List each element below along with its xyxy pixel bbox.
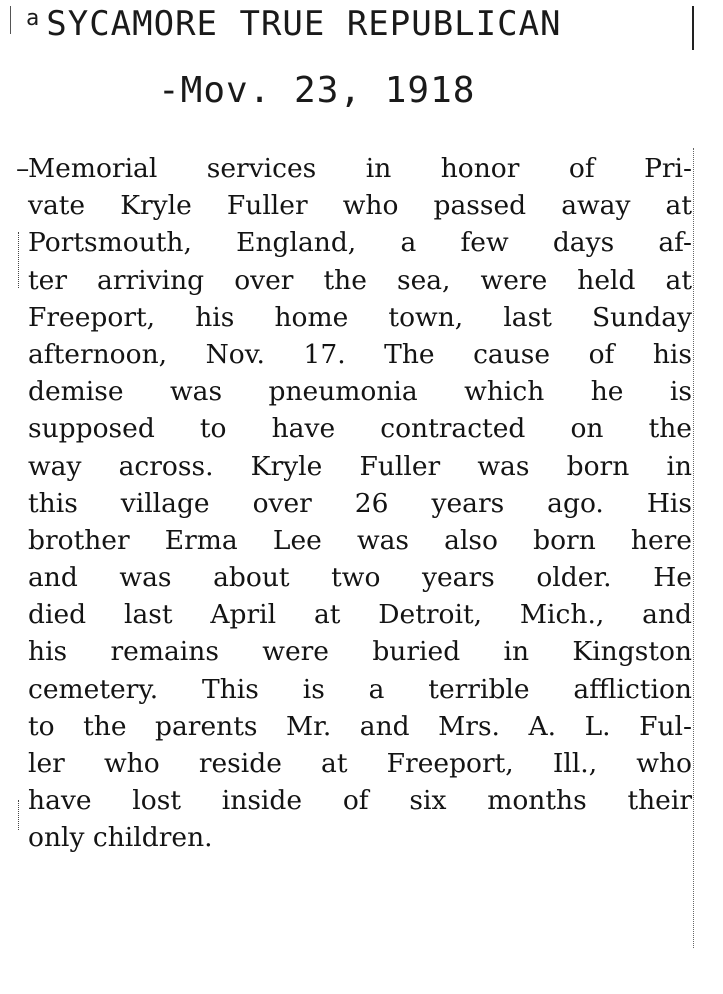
article-line: died last April at Detroit, Mich., and: [28, 599, 692, 631]
clipping-left-edge-lower: [18, 800, 20, 830]
article-line: cemetery. This is a terrible affliction: [28, 673, 692, 705]
article-line: ter arriving over the sea, were held at: [28, 264, 692, 296]
clipping-left-edge: [18, 232, 20, 288]
article-line: Freeport, his home town, last Sunday: [28, 301, 692, 333]
article-line: to the parents Mr. and Mrs. A. L. Ful-: [28, 710, 692, 742]
article-line: only children.: [28, 822, 213, 854]
article-line: Memorial services in honor of Pri-: [28, 153, 692, 184]
article-line: way across. Kryle Fuller was born in: [28, 450, 692, 482]
article-line: demise was pneumonia which he is: [28, 376, 692, 408]
article-line: brother Erma Lee was also born here: [28, 524, 692, 556]
article-line: afternoon, Nov. 17. The cause of his: [28, 338, 692, 370]
clipping-right-edge: [693, 148, 695, 948]
lead-dash: –: [16, 153, 30, 184]
article-line: ler who reside at Freeport, Ill., who: [28, 748, 692, 779]
article-line: this village over 26 years ago. His: [28, 487, 692, 519]
article-line: have lost inside of six months their: [28, 785, 692, 817]
masthead-title: SYCAMORE TRUE REPUBLICAN: [46, 4, 562, 44]
dateline: -Mov. 23, 1918: [158, 70, 476, 111]
article-line: supposed to have contracted on the: [28, 413, 692, 445]
article-line: vate Kryle Fuller who passed away at: [28, 190, 692, 222]
article-body: [16, 150, 692, 857]
article-line: his remains were buried in Kingston: [28, 636, 692, 668]
masthead-right-rule: [692, 6, 694, 50]
article-line: Portsmouth, England, a few days af-: [28, 227, 692, 259]
article-line: and was about two years older. He: [28, 562, 692, 594]
masthead: [26, 4, 562, 44]
masthead-left-rule: [10, 6, 11, 34]
masthead-marker: a: [26, 6, 41, 31]
